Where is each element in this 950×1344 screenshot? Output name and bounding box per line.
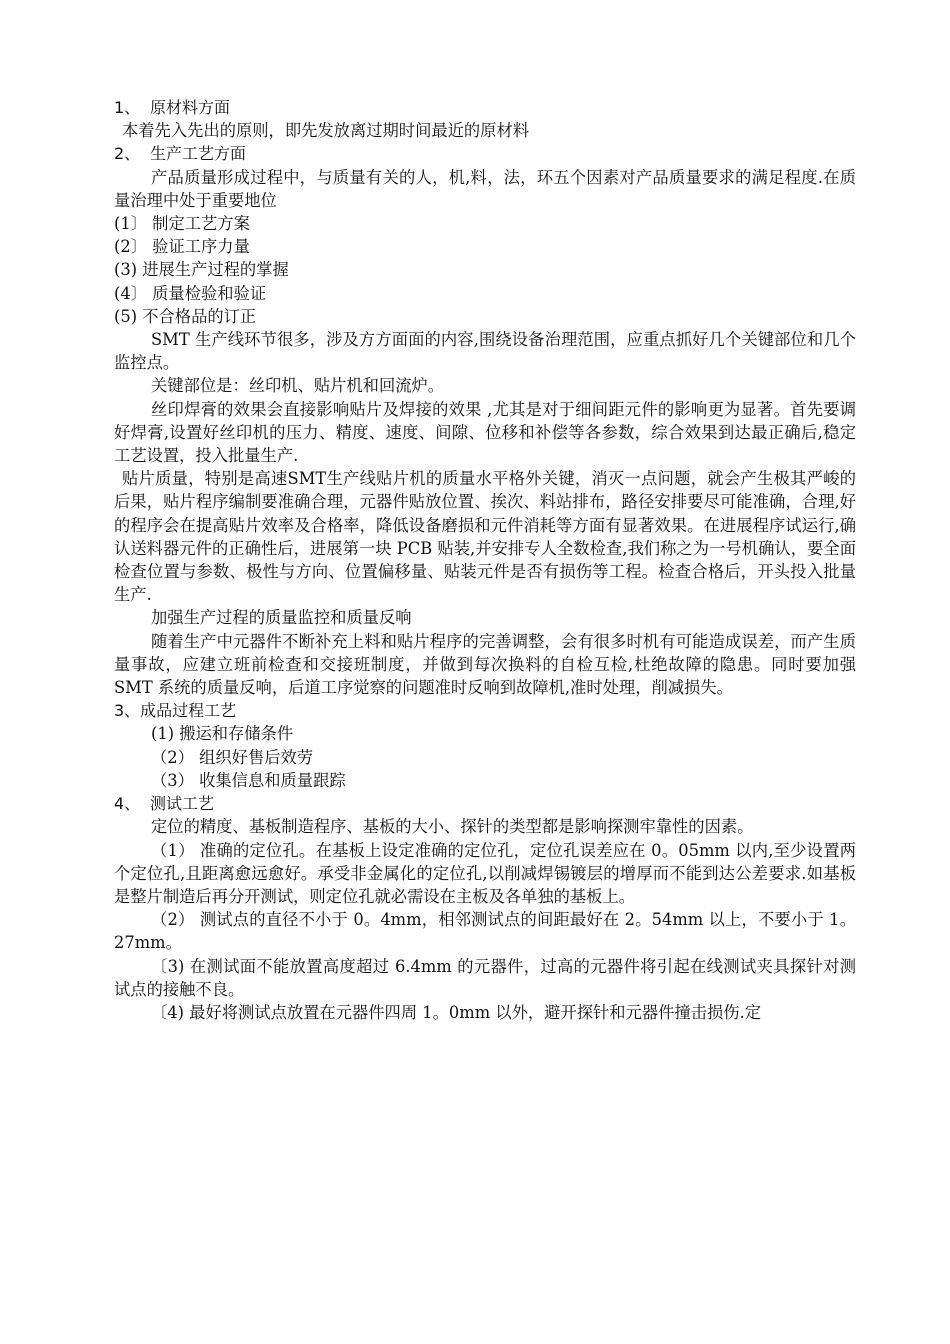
paragraph: 随着生产中元器件不断补充上料和贴片程序的完善调整，会有很多时机有可能造成误差，而产生质量事故，应建立班前检查和交接班制度，并做到每次换料的自检互检,杜绝故障的隐患。同时要加强 SMT 系统的质量反响，后道工序觉察的问题准时反响到故障机,准时处理，削减损失。 [114, 631, 856, 698]
section-4-heading [114, 792, 856, 815]
paragraph: 〔3) 在测试面不能放置高度超过 6.4mm 的元器件，过高的元器件将引起在线测试夹具探针对测试点的接触不良。 [114, 956, 856, 999]
section-1-title: 原材料方面 [150, 98, 231, 117]
list-item: (4〕 质量检验和验证 [114, 283, 267, 303]
paragraph: （2） 测试点的直径不小于 0。4mm，相邻测试点的间距最好在 2。54mm 以上，不要小于 1。27mm。 [114, 910, 856, 953]
paragraph: （1） 准确的定位孔。在基板上设定准确的定位孔，定位孔误差应在 0。05mm 以内,至少设置两个定位孔,且距离愈远愈好。承受非金属化的定位孔,以削减焊锡镀层的增厚而不能到达公差要求.如基板是整片制造后再分开测试，则定位孔就必需设在主板及各单独的基板上。 [114, 840, 856, 906]
list-item: （2） 组织好售后效劳 [151, 747, 314, 767]
list-item: (3) 进展生产过程的掌握 [114, 260, 289, 280]
section-2-intro: 产品质量形成过程中，与质量有关的人，机,料，法，环五个因素对产品质量要求的满足程度.在质量治理中处于重要地位 [114, 167, 856, 210]
paragraph: 〔4) 最好将测试点放置在元器件四周 1。0mm 以外，避开探针和元器件撞击损伤.定 [151, 1002, 762, 1022]
list-item: (1) 搬运和存储条件 [151, 724, 294, 744]
list-item: (1〕 制定工艺方案 [114, 214, 250, 234]
section-2-heading [114, 142, 856, 165]
document-body [114, 96, 856, 1024]
section-3-heading: 3、成品过程工艺 [114, 701, 237, 721]
section-2-number: 2、 [114, 144, 141, 164]
paragraph: 关键部位是：丝印机、贴片机和回流炉。 [151, 376, 445, 396]
list-item: （3） 收集信息和质量跟踪 [151, 770, 346, 790]
paragraph: 定位的精度、基板制造程序、基板的大小、探针的类型都是影响探测牢靠性的因素。 [151, 817, 754, 837]
paragraph: 贴片质量，特别是高速SMT生产线贴片机的质量水平格外关键，消灭一点问题，就会产生极其严峻的后果，贴片程序编制要准确合理，元器件贴放位置、挨次、料站排布，路径安排要尽可能准确，合理,好的程序会在提高贴片效率及合格率，降低设备磨损和元件消耗等方面有显著效果。在进展程序试运行,确认送料器元件的正确性后，进展第一块 PCB 贴装,并安排专人全数检查,我们称之为一号机确认，要全面检查位置与参数、极性与方向、位置偏移量、贴装元件是否有损伤等工程。检查合格后，开头投入批量生产. [114, 469, 856, 605]
list-item: (2〕 验证工序力量 [114, 237, 250, 257]
paragraph: 丝印焊膏的效果会直接影响贴片及焊接的效果 ,尤其是对于细间距元件的影响更为显著。首先要调好焊膏,设置好丝印机的压力、精度、速度、间隙、位移和补偿等各参数，综合效果到达最正确后,稳定工艺设置，投入批量生产. [114, 399, 856, 466]
section-2-title: 生产工艺方面 [150, 144, 247, 164]
section-4-title: 测试工艺 [150, 794, 215, 814]
list-item: (5) 不合格品的订正 [114, 306, 257, 326]
paragraph: 加强生产过程的质量监控和质量反响 [151, 608, 412, 628]
section-1-heading [114, 96, 856, 119]
paragraph: SMT 生产线环节很多，涉及方方面面的内容,围绕设备治理范围，应重点抓好几个关键部位和几个监控点。 [114, 330, 856, 373]
section-1-body: 本着先入先出的原则，即先发放离过期时间最近的原材料 [122, 121, 530, 141]
section-1-number: 1、 [114, 98, 141, 117]
section-4-number: 4、 [114, 794, 141, 814]
